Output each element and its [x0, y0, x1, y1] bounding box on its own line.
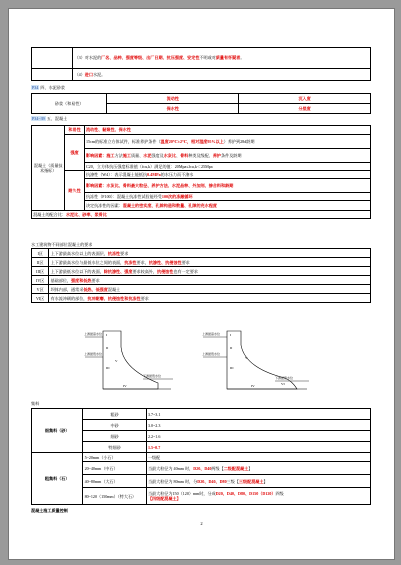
zone-label-4-right: IV	[251, 384, 255, 388]
hydro-zone-row	[32, 294, 371, 303]
hydro-zone-section	[31, 242, 371, 303]
upstream-low-label-right: 上游最低水位	[202, 352, 221, 356]
concrete-table: 混凝土（质量技术指标） 和易性 流动性、黏聚性、保水性 强度 15cm的标准立方体试件，标准养护条件（温度20℃±2℃，相对湿度95%以上）养护到28d龄期 影响因素：施工方法施工质量、水泥强度及水灰比、骨料种类及级配、养护条件及龄期 C20，立方体抗压强度标准值（fcu,k）满足的值：20Mpa≤fcu,k＜25Mpa 耐久性 抗渗性（W4）：表示混凝土能抵抗0.4MPa的水压力而不渗水 影响因素：水灰比、骨料最大粒径、养护方法、水泥品种、外加剂、掺合料和龄期 抗冻性（F100）：混凝土抗冻性试验能经受100次的冻融循环 决定抗冻性的因素：混凝土的密实度、孔隙构造和数量、孔隙的充水程度 混凝土的配合比：水泥比、砂率、浆骨比	[31, 125, 371, 219]
hydro-zone-row	[32, 249, 371, 258]
hydro-title: 水工建筑物不同部位混凝土的要求	[31, 242, 93, 247]
zone-label-4: IV	[123, 384, 127, 388]
zone-requirement: 基础部位，强度和低热要求	[49, 276, 371, 285]
zone-label-1: I	[106, 333, 108, 337]
dam-diagram-left	[83, 327, 178, 391]
hydro-zone-row	[32, 267, 371, 276]
zone-id: III区	[32, 267, 49, 276]
hydro-zone-row	[32, 285, 371, 294]
hydro-zone-row	[32, 276, 371, 285]
downstream-low-label-right: 下游最低水位	[275, 376, 294, 380]
document-page	[8, 8, 395, 560]
dam-diagram-right	[201, 327, 311, 391]
footer-heading: 混凝土施工质量控制	[31, 508, 68, 514]
zone-label-5-right: V	[245, 356, 248, 360]
upstream-low-label: 上游最低水位	[84, 352, 103, 356]
zone-requirement: 坝体内部，通常采低热、低强度混凝土	[49, 285, 371, 294]
top-table	[31, 47, 371, 81]
zone-id: VI区	[32, 294, 49, 303]
page-number: 2	[200, 521, 203, 526]
zone-requirement: 上下游最低水位以下的表面，除抗渗性、强度要求较高外，抗侵蚀性也有一定要求	[49, 267, 371, 276]
zone-requirement: 有水流冲刷的部位，抗冲耐磨、抗侵蚀性和抗冻性要求	[49, 294, 371, 303]
hydro-zone-row	[32, 258, 371, 267]
dam-diagrams	[31, 327, 371, 392]
zone-label-2: II	[106, 346, 109, 350]
cement-row-3: （3）对水泥的厂名、品种、强度等级、出厂日期、抗压强度、安定性不明或对质量有怀疑者。	[73, 48, 371, 69]
zone-id: IV区	[32, 276, 49, 285]
p34-39-heading: P34~39 五、混凝土	[32, 116, 68, 121]
zone-label-1-right: I	[230, 333, 232, 337]
zone-label-3: III	[106, 366, 110, 370]
upstream-high-label: 上游最高水位	[84, 332, 103, 336]
zone-id: I区	[32, 249, 49, 258]
zone-label-5: V	[115, 359, 118, 363]
upstream-high-label-right: 上游最高水位	[202, 332, 221, 336]
mortar-table: 砂浆（和易性） 流动性 沉入度 保水性 分层度	[31, 93, 371, 114]
zone-label-2-right: II	[230, 346, 233, 350]
zone-label-3-right: III	[230, 366, 234, 370]
zone-id: II区	[32, 258, 49, 267]
zone-id: V区	[32, 285, 49, 294]
zone-label-6-right: VI	[281, 382, 285, 386]
aggregate-title: 集料	[31, 401, 40, 406]
cement-row-4: （4）进口水泥。	[73, 69, 371, 81]
zone-requirement: 上下游最高水位与最低水位之间的表面，抗冻性要求，抗渗性、抗侵蚀性要求	[49, 258, 371, 267]
aggregate-section: 集料 细集料（砂） 粗砂 3.7~3.1 中砂 3.0~2.3 细砂 2.2~1.6 特细砂 1.5~0.7 粗集料（石） 5~20mm（小石） 一级配 20~40mm（中石） 当最大粒径为 40mm 时，D20、D40两级【二级配混凝土】 40~80mm（大石） 当最大粒径为 80mm 时，分D20、D40、D80三级【三级配混凝土】 80~120（150mm）（特大石） 当最大粒径为150（120）mm时，分成D20、D40、D80、D150（D120）四级 【四级配混凝土】 混凝土施工质量控制	[31, 401, 371, 513]
p34-heading: P34 四、水泥砂浆	[32, 85, 65, 90]
zone-requirement: 上下游最高水位以上的表面层，抗冻性要求	[49, 249, 371, 258]
downstream-low-label: 下游最低水位	[143, 374, 162, 378]
